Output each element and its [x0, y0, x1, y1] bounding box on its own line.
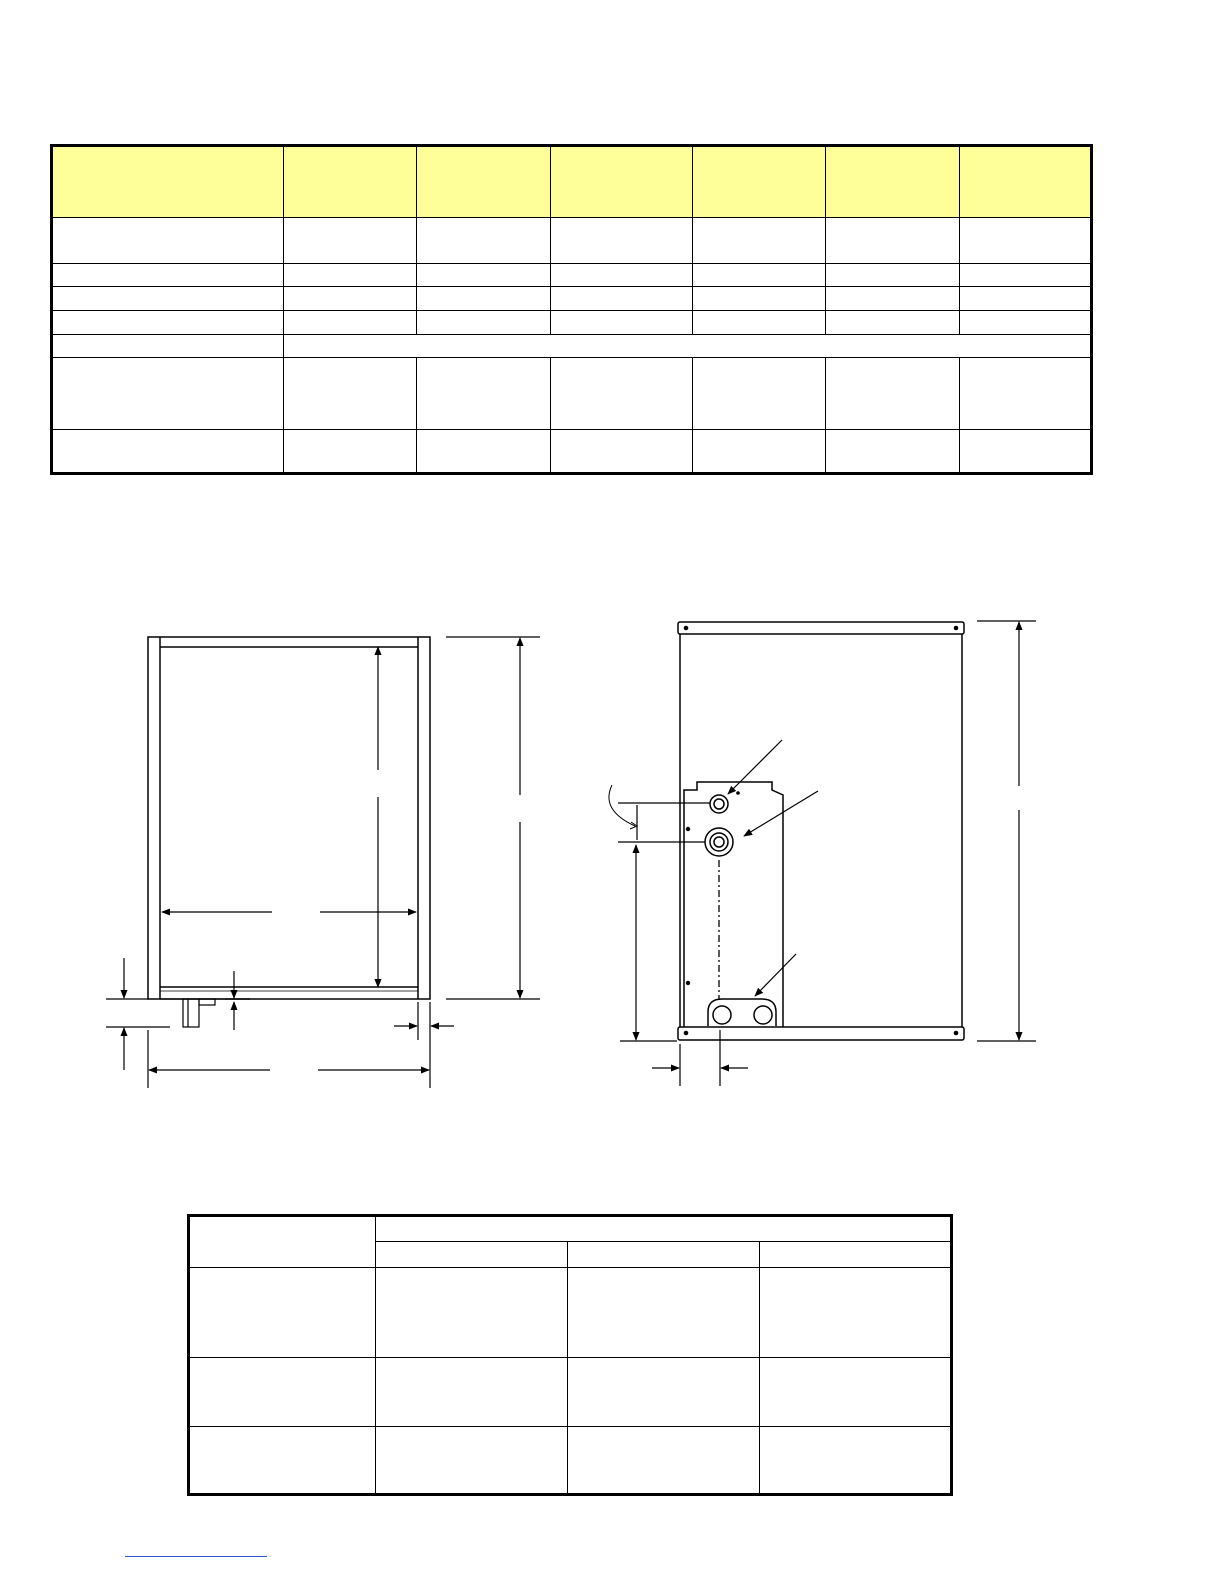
- coil-header-row: [189, 1216, 952, 1242]
- coil-cell: [189, 1358, 376, 1427]
- refrigerant-connections: [705, 795, 776, 1026]
- side-view-drawing: [609, 621, 1036, 1086]
- coil-cell: [760, 1427, 952, 1495]
- coil-table: [187, 1214, 953, 1496]
- coil-cell: [568, 1427, 760, 1495]
- side-dimension-lines: [609, 621, 1036, 1086]
- side-cabinet-outline: [678, 622, 964, 1040]
- coil-row: [189, 1358, 952, 1427]
- coil-header-cell: [189, 1216, 376, 1268]
- coil-cell: [189, 1427, 376, 1495]
- coil-subheader-cell: [376, 1242, 568, 1268]
- front-dimension-lines: [106, 637, 540, 1088]
- coil-row: [189, 1268, 952, 1358]
- coil-header-cell: [376, 1216, 952, 1242]
- coil-subheader-cell: [568, 1242, 760, 1268]
- front-cabinet-outline: [148, 637, 430, 999]
- coil-cell: [376, 1358, 568, 1427]
- coil-cell: [376, 1268, 568, 1358]
- coil-row: [189, 1427, 952, 1495]
- coil-cell: [189, 1268, 376, 1358]
- coil-cell: [568, 1268, 760, 1358]
- coil-cell: [760, 1268, 952, 1358]
- coil-subheader-cell: [760, 1242, 952, 1268]
- drain-fitting: [160, 999, 250, 1027]
- front-view-drawing: [106, 637, 540, 1088]
- coil-cell: [760, 1358, 952, 1427]
- coil-cell: [568, 1358, 760, 1427]
- coil-cell: [376, 1427, 568, 1495]
- footer-link[interactable]: [125, 1556, 267, 1557]
